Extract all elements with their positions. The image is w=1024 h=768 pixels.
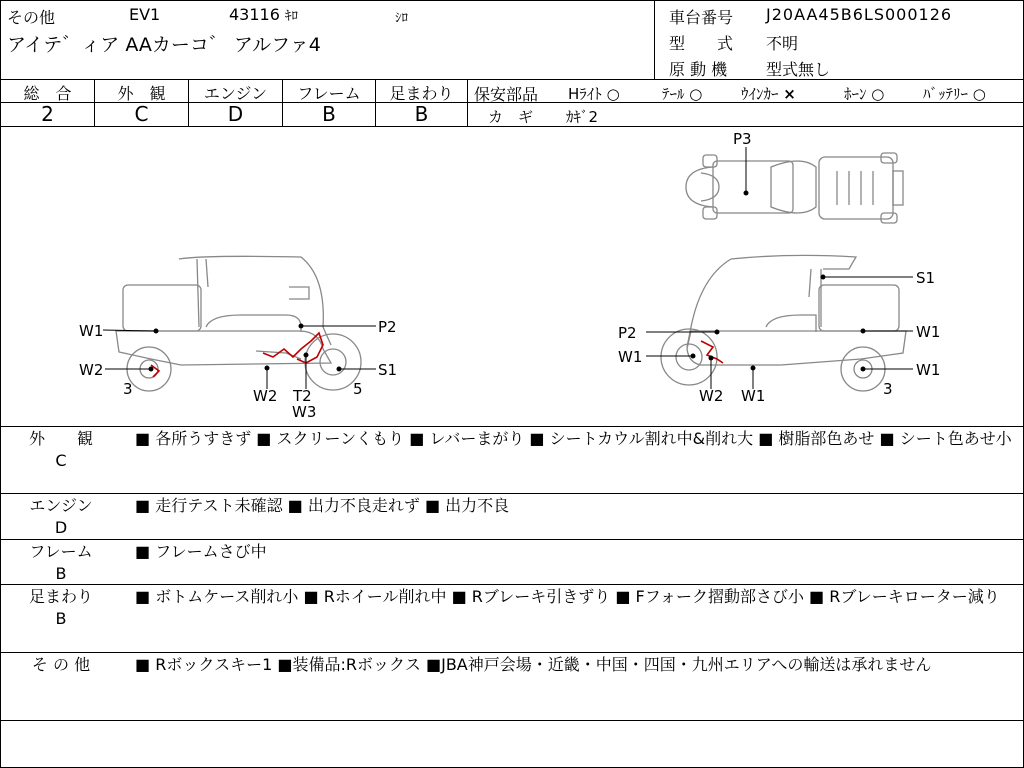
left-label-w2b: W2 (253, 387, 278, 405)
safety-item-name: ｳｲﾝｶｰ (741, 85, 779, 103)
section-other-text: ■ Rボックスキー1 ■装備品:Rボックス ■JBA神戸会場・近畿・中国・四国・九州エリアへの輸送は承れません (135, 655, 932, 674)
section-rule (1, 652, 1023, 653)
section-rule (1, 493, 1023, 494)
section-engine-label (1, 495, 121, 539)
safety-item-name: Hﾗｲﾄ (568, 85, 602, 103)
header-bottom-rule (1, 79, 1023, 80)
header-divider (654, 1, 655, 79)
safety-winker (741, 83, 796, 104)
chassis-label: 車台番号 (669, 8, 734, 27)
section-grade: B (55, 564, 67, 583)
chassis-number: J20AA45B6LS000126 (766, 5, 953, 24)
safety-item-mark: ○ (871, 85, 885, 103)
mileage-unit: ｷﾛ (285, 9, 298, 24)
right-label-3: 3 (883, 380, 893, 398)
safety-item-name: ﾊﾞｯﾃﾘｰ (923, 85, 969, 103)
left-label-3: 3 (123, 380, 133, 398)
safety-label: 保安部品 (474, 85, 539, 104)
grade-suspension-value: B (414, 102, 429, 126)
safety-battery (923, 83, 986, 104)
engine-value: 型式無し (766, 60, 831, 79)
section-engine-text: ■ 走行テスト未確認 ■ 出力不良走れず ■ 出力不良 (135, 496, 510, 515)
right-label-w2: W2 (699, 387, 724, 405)
safety-item-mark: ○ (972, 85, 986, 103)
section-grade: C (55, 451, 67, 470)
left-label-w2: W2 (79, 361, 104, 379)
section-rule (1, 720, 1023, 721)
safety-item-mark: ○ (606, 85, 620, 103)
safety-tail (662, 83, 702, 104)
key-label: カ ギ (488, 108, 534, 126)
mileage-value: 43116 (229, 5, 280, 24)
type-value: 不明 (766, 34, 799, 53)
grade-frame-value: B (322, 102, 336, 126)
grade-exterior-label: 外 観 (117, 84, 166, 103)
section-title: そ の 他 (31, 655, 91, 674)
grade-total-label: 総 合 (23, 84, 72, 103)
section-other-label (1, 654, 121, 676)
section-exterior-text: ■ 各所うすきず ■ スクリーンくもり ■ レバーまがり ■ シートカウル割れ中&削れ大 ■ 樹脂部色あせ ■ シート色あせ小 (135, 429, 1012, 448)
safety-horn (844, 83, 884, 104)
grade-total-value: 2 (41, 102, 54, 126)
right-label-p3: P3 (733, 130, 752, 148)
left-label-s1: S1 (378, 361, 398, 379)
grade-engine-value: D (227, 102, 244, 126)
section-title: 外 観 (28, 429, 93, 448)
right-label-w1a: W1 (618, 348, 643, 366)
grade-frame-label: フレーム (297, 84, 361, 103)
section-suspension-label (1, 586, 121, 630)
right-label-s1: S1 (916, 269, 936, 287)
section-frame-label (1, 541, 121, 585)
remarks-top-rule (1, 426, 1023, 427)
safety-headlight (568, 83, 620, 104)
section-title: エンジン (29, 496, 93, 515)
section-grade: D (54, 518, 68, 537)
right-label-p2: P2 (618, 324, 637, 342)
model-code: EV1 (129, 5, 161, 24)
safety-item-name: ﾎｰﾝ (844, 85, 867, 103)
mileage (229, 5, 298, 24)
left-label-w3: W3 (292, 403, 317, 421)
color: ｼﾛ (395, 11, 408, 26)
safety-item-name: ﾃｰﾙ (662, 85, 685, 103)
key-value: ｶｷﾞ2 (566, 108, 599, 126)
right-label-w1b: W1 (916, 323, 941, 341)
left-label-t2: T2 (293, 387, 312, 405)
section-title: 足まわり (28, 587, 93, 606)
section-rule (1, 539, 1023, 540)
left-label-5: 5 (353, 380, 363, 398)
right-canopy (731, 255, 856, 269)
grade-exterior-value: C (134, 102, 149, 126)
type-label: 型 式 (669, 34, 734, 53)
section-frame-text: ■ フレームさび中 (135, 542, 267, 561)
grade-engine-label: エンジン (203, 84, 268, 103)
left-label-p2: P2 (378, 318, 397, 336)
safety-item-mark: × (783, 85, 796, 103)
grade-suspension-label: 足まわり (389, 84, 454, 103)
right-label-w1c: W1 (916, 361, 941, 379)
right-label-w1e: W1 (741, 387, 766, 405)
left-label-w1: W1 (79, 322, 104, 340)
engine-label: 原 動 機 (669, 60, 728, 79)
section-exterior-label (1, 428, 121, 472)
model-name: アイテ゛ィア AAカーコ゛ アルファ4 (7, 34, 321, 56)
safety-item-mark: ○ (689, 85, 703, 103)
section-title: フレーム (29, 542, 93, 561)
section-grade: B (55, 609, 67, 628)
damage-diagram (1, 127, 1023, 425)
category: その他 (7, 8, 56, 27)
section-suspension-text: ■ ボトムケース削れ小 ■ Rホイール削れ中 ■ Rブレーキ引きずり ■ Fフォーク摺動部さび小 ■ Rブレーキローター減り (135, 587, 1000, 606)
section-rule (1, 584, 1023, 585)
